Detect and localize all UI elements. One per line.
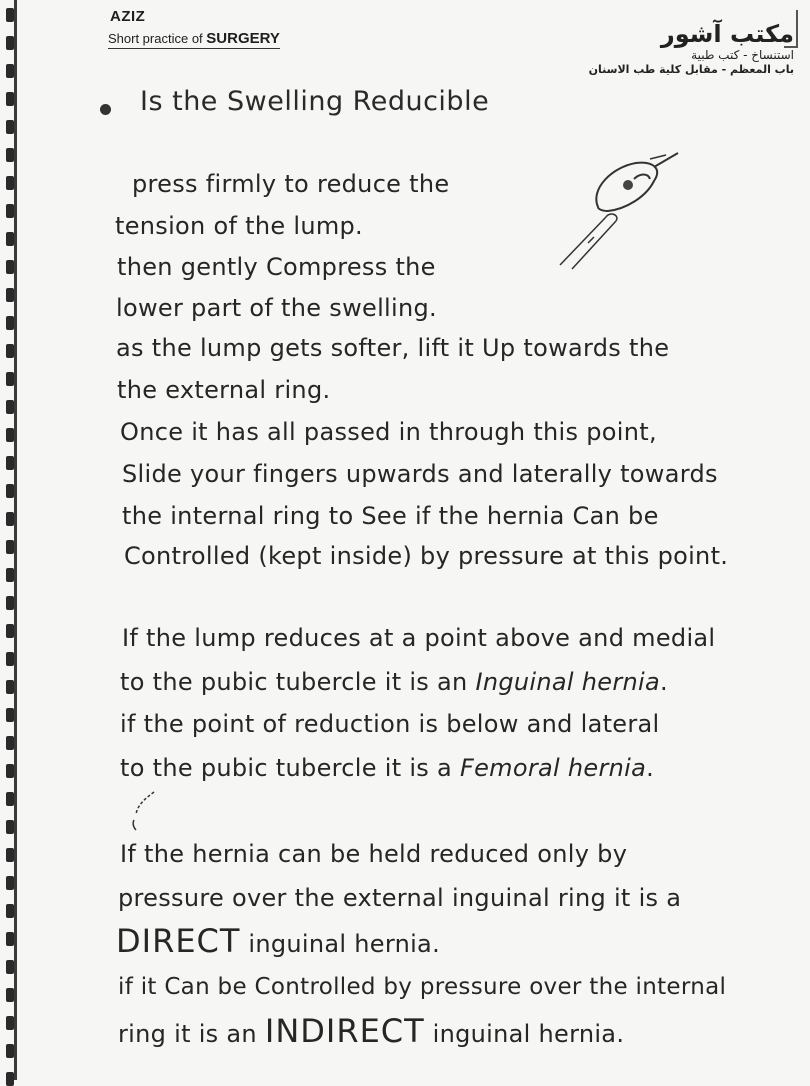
bullet-dot-icon xyxy=(100,104,111,115)
text-line xyxy=(120,668,668,696)
binding-hole xyxy=(6,316,14,330)
text-line: Controlled (kept inside) by pressure at this point. xyxy=(124,542,729,570)
stamp-line-1: مكتب آشور xyxy=(660,20,794,48)
binding-hole xyxy=(6,372,14,386)
text-line: press firmly to reduce the xyxy=(132,170,450,198)
binding-hole xyxy=(6,596,14,610)
binding-hole xyxy=(6,1044,14,1058)
header-subtitle-strong: SURGERY xyxy=(206,30,280,47)
indirect-term: INDIRECT xyxy=(264,1012,425,1050)
binding-hole xyxy=(6,988,14,1002)
binding-hole xyxy=(6,624,14,638)
text-line: if the point of reduction is below and lateral xyxy=(120,710,660,738)
stamp-line-3: باب المعظم - مقابل كلية طب الاسنان xyxy=(588,63,794,76)
binding-hole xyxy=(6,176,14,190)
binding-hole xyxy=(6,736,14,750)
binding-hole xyxy=(6,820,14,834)
text-line: Once it has all passed in through this point, xyxy=(120,418,657,446)
text-line: the internal ring to See if the hernia Can be xyxy=(122,502,659,530)
binding-hole xyxy=(6,904,14,918)
header-subtitle xyxy=(108,30,280,49)
binding-hole xyxy=(6,148,14,162)
binding-hole xyxy=(6,652,14,666)
text-line: If the lump reduces at a point above and medial xyxy=(122,624,716,652)
pen-tick-mark-icon xyxy=(128,788,158,833)
femoral-hernia-term: Femoral hernia xyxy=(459,754,647,782)
binding-hole xyxy=(6,1016,14,1030)
text-fragment: inguinal hernia. xyxy=(424,1020,625,1048)
binding-hole xyxy=(6,288,14,302)
text-fragment: to the pubic tubercle it is a xyxy=(120,754,460,782)
text-fragment: . xyxy=(646,754,655,782)
binding-hole xyxy=(6,848,14,862)
text-fragment: to the pubic tubercle it is an xyxy=(120,668,476,696)
binding-hole xyxy=(6,92,14,106)
binding-hole xyxy=(6,932,14,946)
binding-hole xyxy=(6,876,14,890)
shop-stamp xyxy=(574,20,794,77)
text-line: as the lump gets softer, lift it Up towards the xyxy=(116,334,670,362)
section-heading: Is the Swelling Reducible xyxy=(140,86,490,117)
direct-term: DIRECT xyxy=(116,922,241,960)
text-line xyxy=(120,754,654,782)
text-fragment: ring it is an xyxy=(118,1020,265,1048)
binding-hole xyxy=(6,428,14,442)
inguinal-hernia-term: Inguinal hernia xyxy=(475,668,661,696)
text-line: If the hernia can be held reduced only by xyxy=(120,840,628,868)
text-line: lower part of the swelling. xyxy=(116,294,437,322)
binding-hole xyxy=(6,344,14,358)
header-brand: AZIZ xyxy=(110,8,146,25)
text-fragment: . xyxy=(660,668,668,696)
text-line xyxy=(118,1012,624,1050)
binding-hole xyxy=(6,64,14,78)
binding-hole xyxy=(6,680,14,694)
text-line: pressure over the external inguinal ring it is a xyxy=(118,884,682,912)
binding-spine xyxy=(14,0,17,1080)
stamp-line-2: استنساخ - كتب طبية xyxy=(691,48,794,62)
binding-hole xyxy=(6,708,14,722)
binding-hole xyxy=(6,512,14,526)
binding-hole xyxy=(6,8,14,22)
binding-hole xyxy=(6,764,14,778)
binding-hole xyxy=(6,484,14,498)
text-fragment: inguinal hernia. xyxy=(240,930,440,958)
binding-hole xyxy=(6,540,14,554)
hand-pressing-lump-sketch-icon xyxy=(550,145,690,270)
binding-hole xyxy=(6,260,14,274)
binding-hole xyxy=(6,120,14,134)
binding-hole xyxy=(6,792,14,806)
text-line: if it Can be Controlled by pressure over the internal xyxy=(118,974,727,1000)
text-line: then gently Compress the xyxy=(117,253,436,281)
binding-hole xyxy=(6,568,14,582)
spiral-binding xyxy=(0,0,22,1080)
binding-hole xyxy=(6,204,14,218)
binding-hole xyxy=(6,456,14,470)
binding-hole xyxy=(6,232,14,246)
binding-hole xyxy=(6,400,14,414)
binding-hole xyxy=(6,960,14,974)
header-subtitle-prefix: Short practice of xyxy=(108,31,207,46)
binding-hole xyxy=(6,36,14,50)
text-line: tension of the lump. xyxy=(115,212,363,240)
text-line: the external ring. xyxy=(117,376,331,404)
binding-hole xyxy=(6,1072,14,1086)
text-line: Slide your fingers upwards and laterally towards xyxy=(122,460,718,488)
text-line xyxy=(116,922,440,960)
